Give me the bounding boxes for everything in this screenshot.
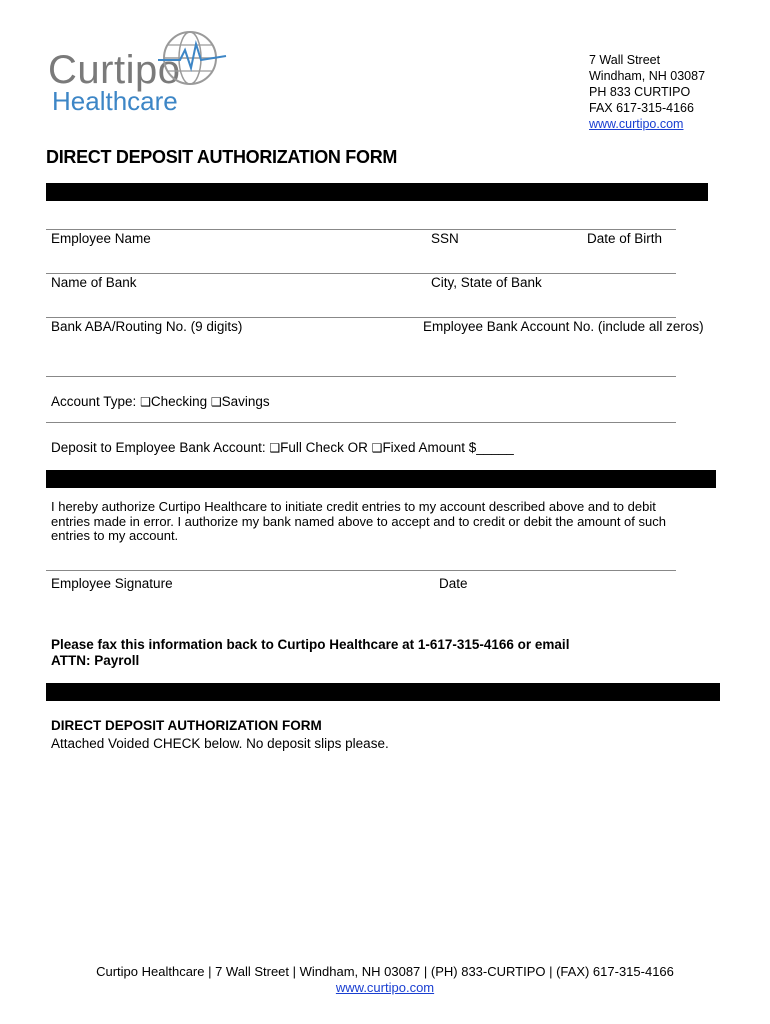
routing-line[interactable] [46,317,676,318]
logo-name: Curtipo [48,48,181,92]
deposit-label: Deposit to Employee Bank Account: [51,440,270,455]
checking-label: Checking [150,394,208,409]
voided-check-section [51,717,389,753]
section-bar [46,470,716,488]
address-phone: PH 833 CURTIPO [589,85,691,99]
authorization-text: I hereby authorize Curtipo Healthcare to initiate credit entries to my account described above and to debit entries made in error. I authorize my bank named above to accept and to credit or debit the amount of such entries to my account. [51,499,666,543]
globe-logo-icon [158,26,228,88]
employee-name-label: Employee Name [51,231,151,246]
routing-label: Bank ABA/Routing No. (9 digits) [51,319,243,334]
bank-name-line[interactable] [46,273,676,274]
signature-label: Employee Signature [51,576,173,591]
fixed-amount-checkbox[interactable]: ❑ [371,441,383,455]
account-type-line [46,376,676,377]
footer-website-link[interactable]: www.curtipo.com [335,980,435,995]
deposit-row [51,440,514,455]
fax-note-line1: Please fax this information back to Curtipo Healthcare at 1-617-315-4166 or email [51,637,570,652]
signature-date-label: Date [439,576,468,591]
signature-line[interactable] [46,570,676,571]
full-check-label: Full Check OR [280,440,372,455]
fax-note-line2: ATTN: Payroll [51,653,140,668]
account-type-label: Account Type: [51,394,141,409]
fixed-amount-label: Fixed Amount $_____ [382,440,514,455]
bank-name-label: Name of Bank [51,275,137,290]
section-bar [46,183,708,201]
fax-instructions [51,637,569,669]
address-fax: FAX 617-315-4166 [589,101,694,115]
section2-text: Attached Voided CHECK below. No deposit slips please. [51,736,389,751]
form-title: DIRECT DEPOSIT AUTHORIZATION FORM [46,147,398,167]
account-number-label: Employee Bank Account No. (include all zeros) [423,319,704,334]
address-street: 7 Wall Street [589,53,661,67]
ssn-label: SSN [431,231,459,246]
logo-subtitle: Healthcare [52,86,178,116]
section-bar [46,683,720,701]
address-city: Windham, NH 03087 [589,69,706,83]
savings-checkbox[interactable]: ❑ [210,395,222,409]
full-check-checkbox[interactable]: ❑ [269,441,281,455]
account-type-row [51,394,270,409]
footer-address: Curtipo Healthcare | 7 Wall Street | Windham, NH 03087 | (PH) 833-CURTIPO | (FAX) 617-315-4166 [96,964,674,979]
bank-city-label: City, State of Bank [431,275,542,290]
savings-label: Savings [221,394,270,409]
website-link[interactable]: www.curtipo.com [589,117,684,131]
dob-label: Date of Birth [587,231,663,246]
deposit-line [46,422,676,423]
page-footer [0,964,770,996]
company-address [589,52,705,132]
checking-checkbox[interactable]: ❑ [140,395,151,409]
employee-name-line[interactable] [46,229,676,230]
section2-title: DIRECT DEPOSIT AUTHORIZATION FORM [51,718,322,733]
